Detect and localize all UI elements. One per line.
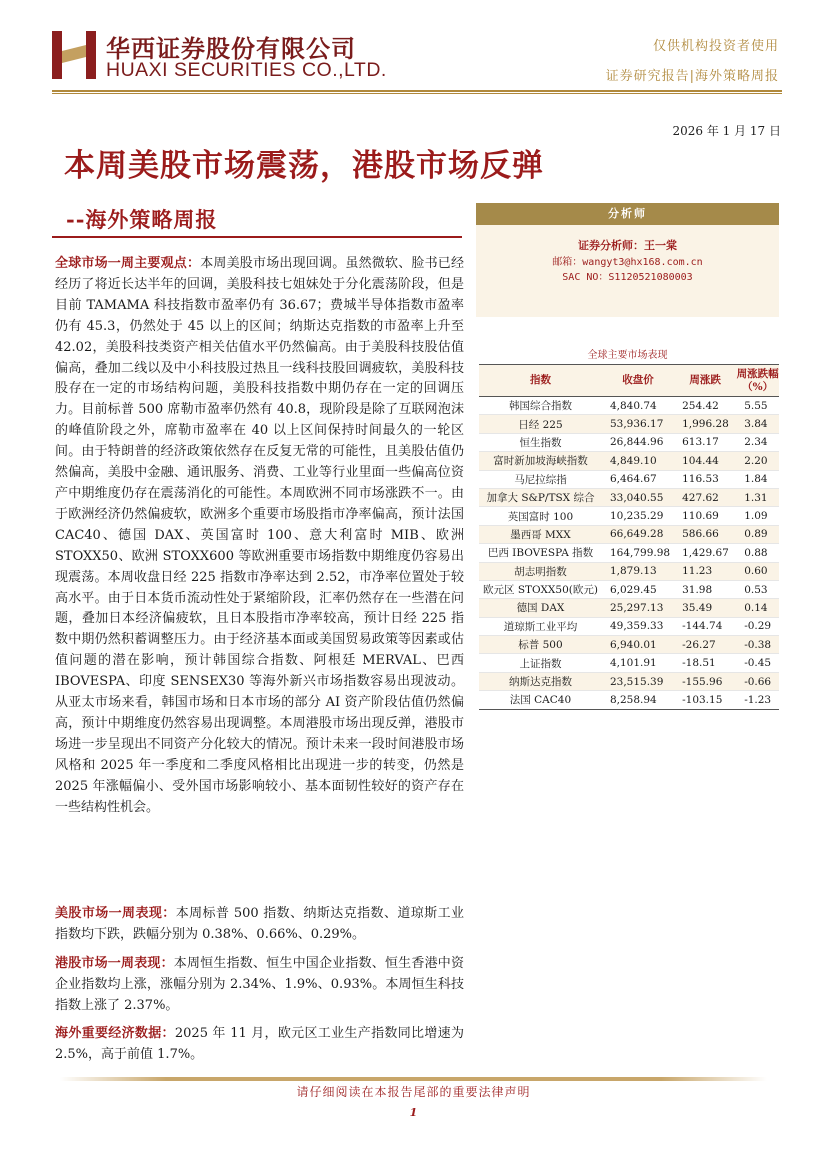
table-row xyxy=(479,525,779,543)
change-pct: -0.29 xyxy=(736,617,779,635)
hk-market-text: 本周恒生指数、恒生中国企业指数、恒生香港中资企业指数均上涨，涨幅分别为 2.34%、1.9%、0.93%。本周恒生科技指数上涨了 2.37%。 xyxy=(55,956,464,1013)
change-value: 427.62 xyxy=(674,488,736,506)
index-name: 巴西 IBOVESPA 指数 xyxy=(479,544,602,562)
table-row xyxy=(479,562,779,580)
page-number: 1 xyxy=(409,1106,418,1119)
change-pct: 0.89 xyxy=(736,525,779,543)
index-name: 马尼拉综指 xyxy=(479,470,602,488)
report-date: 2026 年 1 月 17 日 xyxy=(672,124,781,138)
summary-lead: 全球市场一周主要观点： xyxy=(55,256,201,271)
change-value: 586.66 xyxy=(674,525,736,543)
footer-divider xyxy=(60,1077,767,1081)
company-name-cn: 华西证券股份有限公司 xyxy=(106,35,356,63)
market-table-title: 全球主要市场表现 xyxy=(587,350,668,361)
close-value: 53,936.17 xyxy=(602,415,674,433)
change-value: 110.69 xyxy=(674,507,736,525)
table-row xyxy=(479,488,779,506)
close-value: 4,101.91 xyxy=(602,654,674,672)
table-row xyxy=(479,654,779,672)
legal-notice: 请仔细阅读在本报告尾部的重要法律声明 xyxy=(296,1085,531,1099)
index-name: 上证指数 xyxy=(479,654,602,672)
change-value: -103.15 xyxy=(674,691,736,709)
change-pct: 0.14 xyxy=(736,599,779,617)
change-value: -18.51 xyxy=(674,654,736,672)
analyst-info xyxy=(476,225,779,317)
change-pct: 1.84 xyxy=(736,470,779,488)
change-value: 35.49 xyxy=(674,599,736,617)
change-value: -144.74 xyxy=(674,617,736,635)
index-name: 道琼斯工业平均 xyxy=(479,617,602,635)
change-value: 104.44 xyxy=(674,452,736,470)
close-value: 66,649.28 xyxy=(602,525,674,543)
company-name-en: HUAXI SECURITIES CO.,LTD. xyxy=(106,59,387,81)
table-row xyxy=(479,470,779,488)
change-value: 1,429.67 xyxy=(674,544,736,562)
close-value: 1,879.13 xyxy=(602,562,674,580)
change-value: -26.27 xyxy=(674,636,736,654)
table-row xyxy=(479,452,779,470)
change-pct: -0.45 xyxy=(736,654,779,672)
header-index: 指数 xyxy=(479,365,602,397)
change-pct: 5.55 xyxy=(736,397,779,415)
header-change: 周涨跌 xyxy=(674,365,736,397)
change-pct: -0.66 xyxy=(736,672,779,690)
us-market-paragraph xyxy=(55,903,464,945)
close-value: 4,840.74 xyxy=(602,397,674,415)
report-subtitle: --海外策略周报 xyxy=(66,207,218,232)
change-pct: 1.31 xyxy=(736,488,779,506)
close-value: 6,464.67 xyxy=(602,470,674,488)
report-type: 证券研究报告|海外策略周报 xyxy=(605,69,779,84)
index-name: 标普 500 xyxy=(479,636,602,654)
analyst-sac: SAC NO：S1120521080003 xyxy=(562,272,693,283)
report-title: 本周美股市场震荡，港股市场反弹 xyxy=(64,148,544,184)
change-pct: -1.23 xyxy=(736,691,779,709)
close-value: 6,029.45 xyxy=(602,580,674,598)
table-row xyxy=(479,672,779,690)
table-row xyxy=(479,580,779,598)
index-name: 法国 CAC40 xyxy=(479,691,602,709)
change-pct: 1.09 xyxy=(736,507,779,525)
header-close: 收盘价 xyxy=(602,365,674,397)
close-value: 26,844.96 xyxy=(602,433,674,451)
change-value: -155.96 xyxy=(674,672,736,690)
summary-text: 本周美股市场出现回调。虽然微软、脸书已经经历了将近长达半年的回调，美股科技七姐妹处于分化震荡阶段，但是目前 TAMAMA 科技指数市盈率仍有 36.67；费城半导体指数市盈率仍有 45.3，仍然处于 45 以上的区间；纳斯达克指数的市盈率上升至 42.02，美股科技类资产相关估值水平仍然偏高。由于美股科技股估值偏高，叠加二线以及中小科技股过热且一线科技股回调疲软，美股科技股存在一定的市场结构问题，美股科技指数中期仍存在一定的回调压力。目前标普 500 席勒市盈率仍然有 40.8，现阶段是除了互联网泡沫的峰值阶段之外，席勒市盈率在 40 以上区间保持时间最久的一轮区间。由于特朗普的经济政策依然存在反复无常的可能性，且美股估值仍然偏高，美股中金融、通讯服务、消费、工业等行业里面一些偏高位资产中期维度仍存在震荡消化的可能性。本周欧洲不同市场涨跌不一。由于欧洲经济仍然偏疲软，欧洲多个重要市场股指市净率偏高，预计法国 CAC40、德国 DAX、英国富时 100、意大利富时 MIB、欧洲 STOXX50、欧洲 STOXX600 等欧洲重要市场指数中期维度仍容易出现震荡。本周收盘日经 225 指数市净率达到 2.52，市净率位置处于较高水平。由于日本货币流动性处于紧缩阶段，汇率仍然存在一些潜在问题，叠加日本经济偏疲软，且日本股指市净率较高，预计日经 225 指数中期仍然积蓄调整压力。由于经济基本面或美国贸易政策等因素或估值问题的潜在影响，预计韩国综合指数、阿根廷 MERVAL、巴西 IBOVESPA、印度 SENSEX30 等海外新兴市场指数容易出现波动。从亚太市场来看，韩国市场和日本市场的部分 AI 资产阶段估值仍然偏高，预计中期维度仍然容易出现调整。本周港股市场出现反弹，港股市场进一步呈现出不同资产分化较大的情况。预计未来一段时间港股市场风格和 2025 年一季度和二季度风格相比出现进一步的转变，仍然是 2025 年涨幅偏小、受外国市场影响较小、基本面韧性较好的资产存在一些结构性机会。 xyxy=(55,256,464,815)
analyst-email: 邮箱：wangyt3@hx168.com.cn xyxy=(552,257,703,268)
change-pct: 0.60 xyxy=(736,562,779,580)
table-row xyxy=(479,691,779,709)
header-change-pct: 周涨跌幅（%） xyxy=(736,365,779,397)
close-value: 10,235.29 xyxy=(602,507,674,525)
index-name: 英国富时 100 xyxy=(479,507,602,525)
economic-data-lead: 海外重要经济数据： xyxy=(55,1026,175,1041)
table-row xyxy=(479,617,779,635)
change-value: 11.23 xyxy=(674,562,736,580)
analyst-name: 证券分析师：王一棠 xyxy=(578,239,677,252)
table-row xyxy=(479,433,779,451)
index-name: 纳斯达克指数 xyxy=(479,672,602,690)
index-name: 富时新加坡海峡指数 xyxy=(479,452,602,470)
subtitle-underline xyxy=(52,236,462,238)
index-name: 恒生指数 xyxy=(479,433,602,451)
hk-market-lead: 港股市场一周表现： xyxy=(55,956,174,971)
index-name: 加拿大 S&P/TSX 综合 xyxy=(479,488,602,506)
close-value: 6,940.01 xyxy=(602,636,674,654)
change-value: 254.42 xyxy=(674,397,736,415)
change-value: 116.53 xyxy=(674,470,736,488)
header-divider-thin xyxy=(52,93,782,94)
table-row xyxy=(479,507,779,525)
index-name: 日经 225 xyxy=(479,415,602,433)
close-value: 25,297.13 xyxy=(602,599,674,617)
change-pct: 0.88 xyxy=(736,544,779,562)
company-logo xyxy=(52,31,96,79)
index-name: 胡志明指数 xyxy=(479,562,602,580)
table-row xyxy=(479,415,779,433)
index-name: 德国 DAX xyxy=(479,599,602,617)
table-row xyxy=(479,397,779,415)
table-row xyxy=(479,544,779,562)
index-name: 墨西哥 MXX xyxy=(479,525,602,543)
close-value: 23,515.39 xyxy=(602,672,674,690)
table-row xyxy=(479,599,779,617)
global-market-summary xyxy=(55,254,464,818)
change-value: 613.17 xyxy=(674,433,736,451)
close-value: 49,359.33 xyxy=(602,617,674,635)
change-pct: 2.34 xyxy=(736,433,779,451)
audience-note: 仅供机构投资者使用 xyxy=(652,39,779,54)
change-pct: 2.20 xyxy=(736,452,779,470)
us-market-lead: 美股市场一周表现： xyxy=(55,906,176,921)
close-value: 4,849.10 xyxy=(602,452,674,470)
change-pct: 3.84 xyxy=(736,415,779,433)
change-value: 31.98 xyxy=(674,580,736,598)
table-row xyxy=(479,636,779,654)
hk-market-paragraph xyxy=(55,953,464,1016)
change-value: 1,996.28 xyxy=(674,415,736,433)
index-name: 欧元区 STOXX50(欧元) xyxy=(479,580,602,598)
analyst-header: 分析师 xyxy=(476,203,779,225)
market-table xyxy=(479,364,779,710)
close-value: 33,040.55 xyxy=(602,488,674,506)
index-name: 韩国综合指数 xyxy=(479,397,602,415)
change-pct: -0.38 xyxy=(736,636,779,654)
close-value: 8,258.94 xyxy=(602,691,674,709)
economic-data-text: 2025 年 11 月，欧元区工业生产指数同比增速为 2.5%，高于前值 1.7%。 xyxy=(55,1026,464,1062)
header-divider xyxy=(52,90,782,92)
us-market-text: 本周标普 500 指数、纳斯达克指数、道琼斯工业指数均下跌，跌幅分别为 0.38%、0.66%、0.29%。 xyxy=(55,906,464,942)
economic-data-paragraph xyxy=(55,1023,464,1065)
close-value: 164,799.98 xyxy=(602,544,674,562)
market-table-body xyxy=(479,397,779,710)
change-pct: 0.53 xyxy=(736,580,779,598)
market-table-header-row xyxy=(479,365,779,397)
